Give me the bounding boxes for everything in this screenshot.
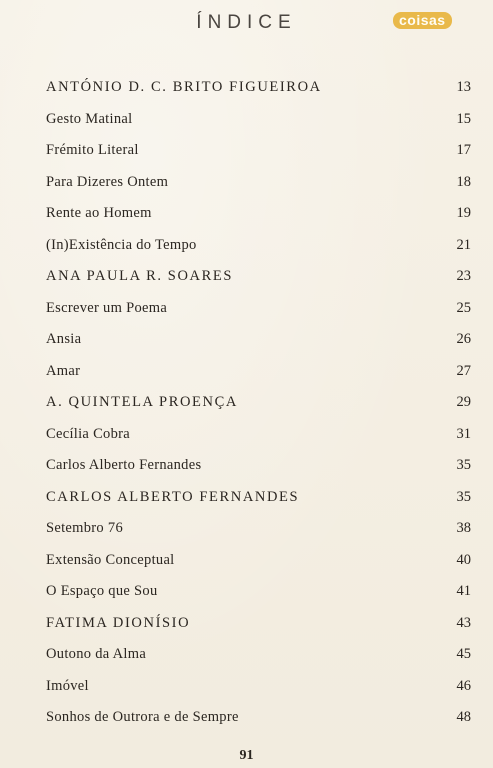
toc-poem-row (46, 702, 471, 734)
author-name: FATIMA DIONÍSIO (46, 614, 191, 631)
page-ref: 29 (456, 394, 471, 411)
page-ref: 45 (456, 646, 471, 663)
toc-poem-row (46, 513, 471, 545)
poem-title: Escrever um Poema (46, 299, 168, 316)
table-of-contents (46, 72, 471, 734)
poem-title: O Espaço que Sou (46, 583, 158, 600)
page-ref: 19 (456, 205, 471, 222)
toc-author-row (46, 608, 471, 640)
page-ref: 48 (456, 709, 471, 726)
poem-title: Carlos Alberto Fernandes (46, 457, 202, 474)
page-ref: 40 (456, 551, 471, 568)
toc-poem-row (46, 135, 471, 167)
page-ref: 41 (456, 583, 471, 600)
author-name: CARLOS ALBERTO FERNANDES (46, 488, 300, 505)
toc-poem-row (46, 419, 471, 451)
author-name: ANTÓNIO D. C. BRITO FIGUEIROA (46, 79, 322, 96)
toc-poem-row (46, 167, 471, 199)
page-ref: 25 (456, 299, 471, 316)
page-ref: 31 (456, 425, 471, 442)
poem-title: (In)Existência do Tempo (46, 236, 197, 253)
toc-poem-row (46, 230, 471, 262)
toc-author-row (46, 482, 471, 514)
poem-title: Imóvel (46, 677, 89, 694)
poem-title: Amar (46, 362, 81, 379)
page-ref: 35 (456, 488, 471, 505)
toc-author-row (46, 261, 471, 293)
poem-title: Ansia (46, 331, 82, 348)
toc-poem-row (46, 104, 471, 136)
page-ref: 23 (456, 268, 471, 285)
toc-poem-row (46, 450, 471, 482)
toc-poem-row (46, 324, 471, 356)
page-ref: 35 (456, 457, 471, 474)
poem-title: Frémito Literal (46, 142, 139, 159)
page-ref: 43 (456, 614, 471, 631)
page-ref: 17 (456, 142, 471, 159)
author-name: A. QUINTELA PROENÇA (46, 394, 238, 411)
page-ref: 13 (456, 79, 471, 96)
poem-title: Extensão Conceptual (46, 551, 175, 568)
toc-author-row (46, 387, 471, 419)
poem-title: Outono da Alma (46, 646, 147, 663)
toc-poem-row (46, 671, 471, 703)
toc-poem-row (46, 356, 471, 388)
page-ref: 38 (456, 520, 471, 537)
toc-poem-row (46, 576, 471, 608)
poem-title: Setembro 76 (46, 520, 123, 537)
toc-poem-row (46, 293, 471, 325)
poem-title: Cecília Cobra (46, 425, 131, 442)
poem-title: Sonhos de Outrora e de Sempre (46, 709, 239, 726)
toc-poem-row (46, 545, 471, 577)
poem-title: Gesto Matinal (46, 110, 133, 127)
page-ref: 46 (456, 677, 471, 694)
page-ref: 26 (456, 331, 471, 348)
page-title: ÍNDICE (196, 12, 297, 33)
page-number: 91 (239, 748, 254, 763)
page-ref: 27 (456, 362, 471, 379)
author-name: ANA PAULA R. SOARES (46, 268, 233, 285)
toc-poem-row (46, 639, 471, 671)
poem-title: Para Dizeres Ontem (46, 173, 169, 190)
page-ref: 18 (456, 173, 471, 190)
page-ref: 15 (456, 110, 471, 127)
poem-title: Rente ao Homem (46, 205, 152, 222)
watermark-badge: coisas (393, 12, 452, 29)
toc-poem-row (46, 198, 471, 230)
toc-author-row (46, 72, 471, 104)
page-ref: 21 (456, 236, 471, 253)
